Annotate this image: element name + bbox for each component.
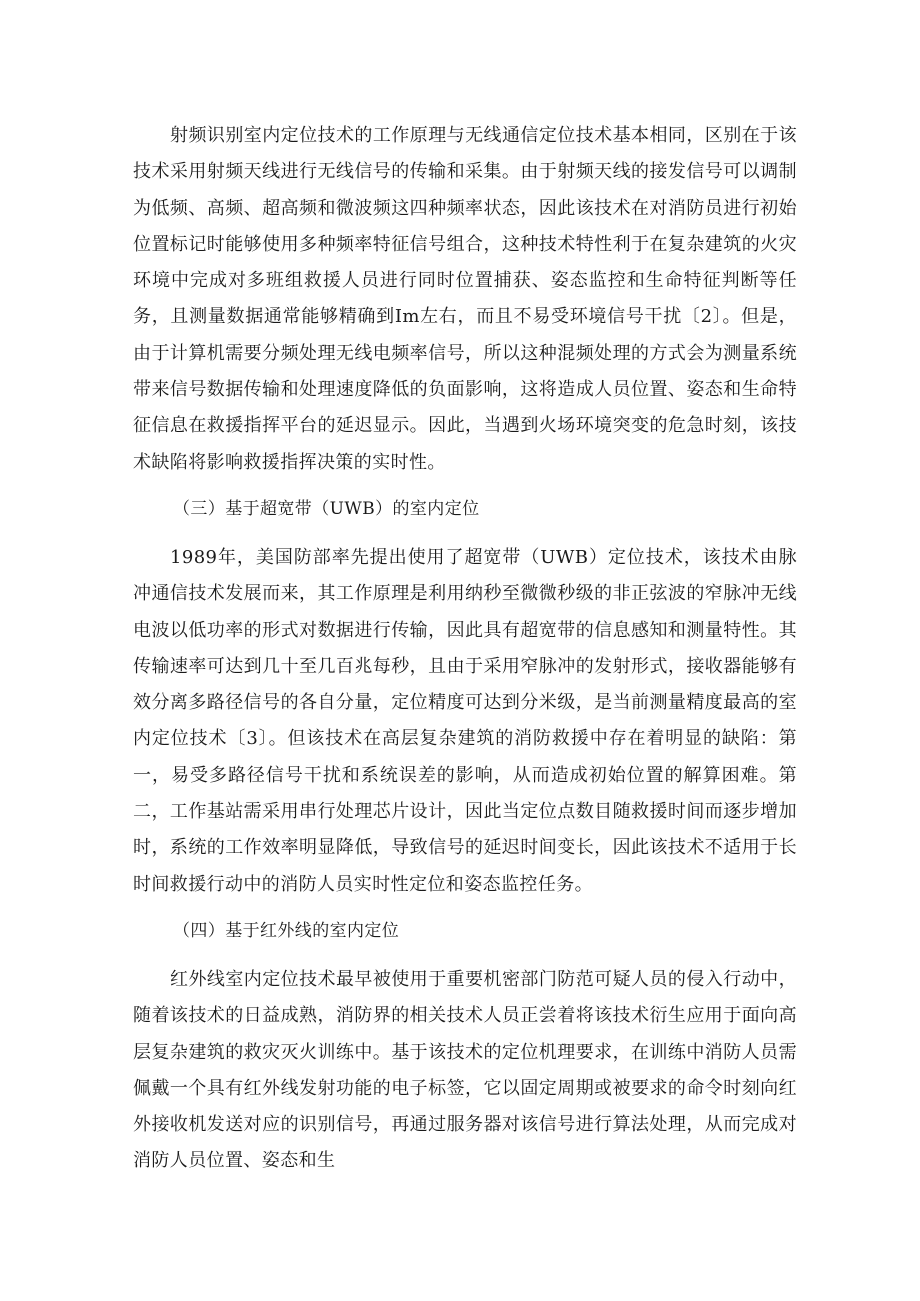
paragraph-rfid: 射频识别室内定位技术的工作原理与无线通信定位技术基本相同，区别在于该技术采用射频天线进行无线信号的传输和采集。由于射频天线的接发信号可以调制为低频、高频、超高频和微波频这四种频率状态，因此该技术在对消防员进行初始位置标记时能够使用多种频率特征信号组合，这种技术特性利于在复杂建筑的火灾环境中完成对多班组救援人员进行同时位置捕获、姿态监控和生命特征判断等任务，且测量数据通常能够精确到Im左右，而且不易受环境信号干扰〔2〕。但是，由于计算机需要分频处理无线电频率信号，所以这种混频处理的方式会为测量系统带来信号数据传输和处理速度降低的负面影响，这将造成人员位置、姿态和生命特征信息在救援指挥平台的延迟显示。因此，当遇到火场环境突变的危急时刻，该技术缺陷将影响救援指挥决策的实时性。 [133,125,797,473]
section-heading-infrared: （四）基于红外线的室内定位 [173,920,400,941]
section-heading-uwb: （三）基于超宽带（UWB）的室内定位 [173,498,480,519]
paragraph-infrared: 红外线室内定位技术最早被使用于重要机密部门防范可疑人员的侵入行动中，随着该技术的日益成熟，消防界的相关技术人员正尝着将该技术衍生应用于面向高层复杂建筑的救灾灭火训练中。基于该技术的定位机理要求，在训练中消防人员需佩戴一个具有红外线发射功能的电子标签，它以固定周期或被要求的命令时刻向红外接收机发送对应的识别信号，再通过服务器对该信号进行算法处理，从而完成对消防人员位置、姿态和生 [133,968,797,1172]
paragraph-uwb: 1989年，美国防部率先提出使用了超宽带（UWB）定位技术，该技术由脉冲通信技术发展而来，其工作原理是利用纳秒至微微秒级的非正弦波的窄脉冲无线电波以低功率的形式对数据进行传输，因此具有超宽带的信息感知和测量特性。其传输速率可达到几十至几百兆每秒，且由于采用窄脉冲的发射形式，接收器能够有效分离多路径信号的各自分量，定位精度可达到分米级，是当前测量精度最高的室内定位技术〔3〕。但该技术在高层复杂建筑的消防救援中存在着明显的缺陷：第一，易受多路径信号干扰和系统误差的影响，从而造成初始位置的解算困难。第二，工作基站需采用串行处理芯片设计，因此当定位点数目随救援时间而逐步增加时，系统的工作效率明显降低，导致信号的延迟时间变长，因此该技术不适用于长时间救援行动中的消防人员实时性定位和姿态监控任务。 [133,546,797,895]
document-body [133,118,797,1180]
